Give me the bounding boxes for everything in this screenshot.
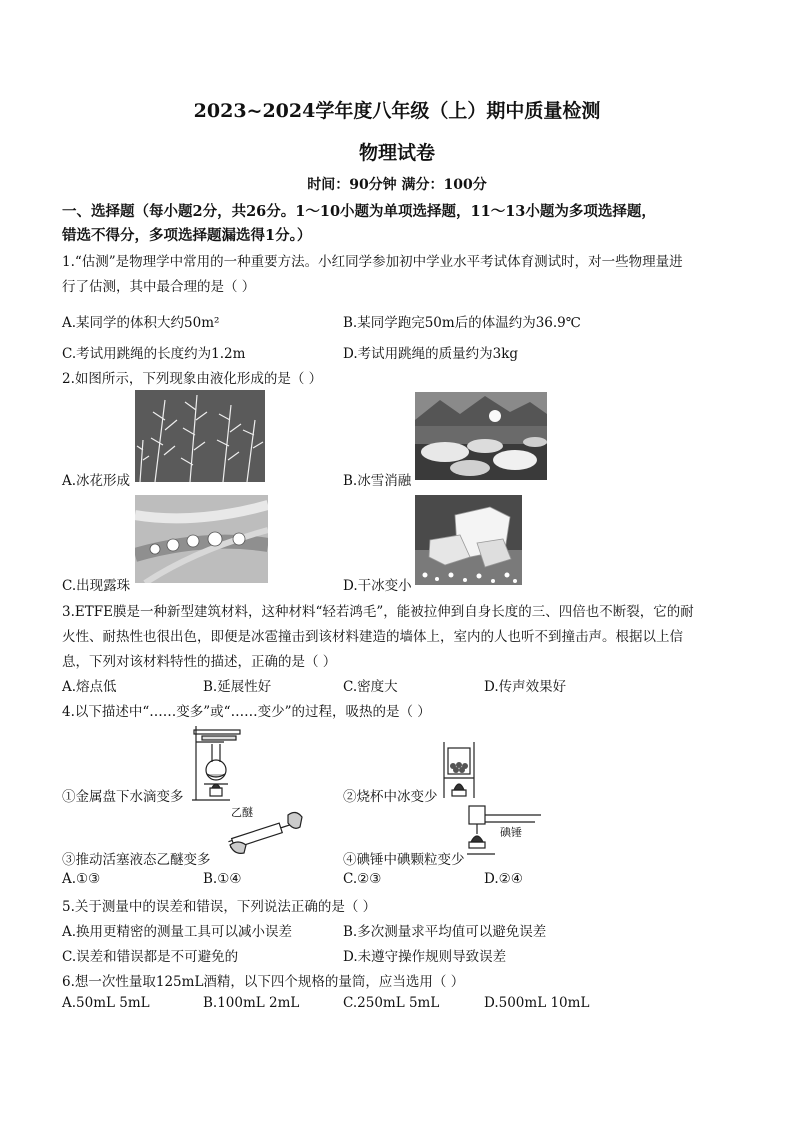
- beaker-ice-figure: [440, 738, 478, 800]
- section-heading-line2: 错选不得分，多项选择题漏选得1分。）: [62, 227, 312, 244]
- q2-option-a: A.冰花形成: [62, 473, 131, 489]
- q3-stem-line3: 息，下列对该材料特性的描述，正确的是（ ）: [62, 654, 337, 670]
- q4-option-b: B.①④: [203, 871, 242, 887]
- q4-statement-4: ④碘锤中碘颗粒变少: [343, 852, 465, 868]
- q1-option-b: B.某同学跑完50m后的体温约为36.9℃: [343, 315, 581, 331]
- q6-option-a: A.50mL 5mL: [62, 995, 150, 1011]
- q6-option-c: C.250mL 5mL: [343, 995, 440, 1011]
- exam-meta: 时间：90分钟 满分：100分: [307, 177, 487, 193]
- q5-stem: 5.关于测量中的误差和错误，下列说法正确的是（ ）: [62, 899, 377, 915]
- melting-ice-photo: [415, 392, 547, 480]
- q2-stem: 2.如图所示，下列现象由液化形成的是（ ）: [62, 371, 323, 387]
- q3-option-b: B.延展性好: [203, 679, 272, 695]
- q1-option-d: D.考试用跳绳的质量约为3kg: [343, 346, 519, 362]
- q4-statement-3: ③推动活塞液态乙醚变多: [62, 852, 211, 868]
- subject-title: 物理试卷: [358, 142, 435, 164]
- q4-option-d: D.②④: [484, 871, 523, 887]
- exam-title: 2023~2024学年度八年级（上）期中质量检测: [193, 100, 601, 122]
- q3-option-c: C.密度大: [343, 679, 398, 695]
- dry-ice-photo: [415, 495, 522, 585]
- q6-option-d: D.500mL 10mL: [484, 995, 590, 1011]
- q4-option-c: C.②③: [343, 871, 382, 887]
- q3-option-a: A.熔点低: [62, 679, 117, 695]
- section-heading-line1: 一、选择题（每小题2分，共26分。1～10小题为单项选择题，11～13小题为多项选择题，: [62, 203, 656, 220]
- q5-option-a: A.换用更精密的测量工具可以减小误差: [62, 924, 293, 940]
- q1-option-c: C.考试用跳绳的长度约为1.2m: [62, 346, 246, 362]
- ether-label: 乙醚: [231, 806, 253, 819]
- q3-option-d: D.传声效果好: [484, 679, 567, 695]
- ice-flower-photo: [135, 390, 265, 482]
- iodine-hammer-label: 碘锤: [500, 826, 522, 839]
- q4-stem: 4.以下描述中“……变多”或“……变少”的过程，吸热的是（ ）: [62, 704, 431, 720]
- q4-statement-2: ②烧杯中冰变少: [343, 789, 438, 805]
- q5-option-b: B.多次测量求平均值可以避免误差: [343, 924, 547, 940]
- q4-option-a: A.①③: [62, 871, 101, 887]
- q3-stem-line2: 火性、耐热性也很出色，即便是冰雹撞击到该材料建造的墙体上，室内的人也听不到撞击声。根据以上信: [62, 629, 683, 645]
- metal-plate-apparatus-figure: [190, 722, 245, 802]
- q1-stem-line1: 1.“估测”是物理学中常用的一种重要方法。小红同学参加初中学业水平考试体育测试时，对一些物理量进: [62, 254, 683, 270]
- q1-stem-line2: 行了估测，其中最合理的是（ ）: [62, 279, 256, 295]
- q1-option-a: A.某同学的体积大约50m²: [62, 315, 220, 331]
- q6-stem: 6.想一次性量取125mL酒精，以下四个规格的量筒，应当选用（ ）: [62, 974, 465, 990]
- dew-drops-photo: [135, 495, 268, 583]
- q5-option-c: C.误差和错误都是不可避免的: [62, 949, 239, 965]
- q4-statement-1: ①金属盘下水滴变多: [62, 789, 184, 805]
- q2-option-d: D.干冰变小: [343, 578, 412, 594]
- q5-option-d: D.未遵守操作规则导致误差: [343, 949, 507, 965]
- q2-option-c: C.出现露珠: [62, 578, 131, 594]
- q3-stem-line1: 3.ETFE膜是一种新型建筑材料，这种材料“轻若鸿毛”，能被拉伸到自身长度的三、四倍也不断裂，它的耐: [62, 604, 694, 620]
- q2-option-b: B.冰雪消融: [343, 473, 412, 489]
- q6-option-b: B.100mL 2mL: [203, 995, 300, 1011]
